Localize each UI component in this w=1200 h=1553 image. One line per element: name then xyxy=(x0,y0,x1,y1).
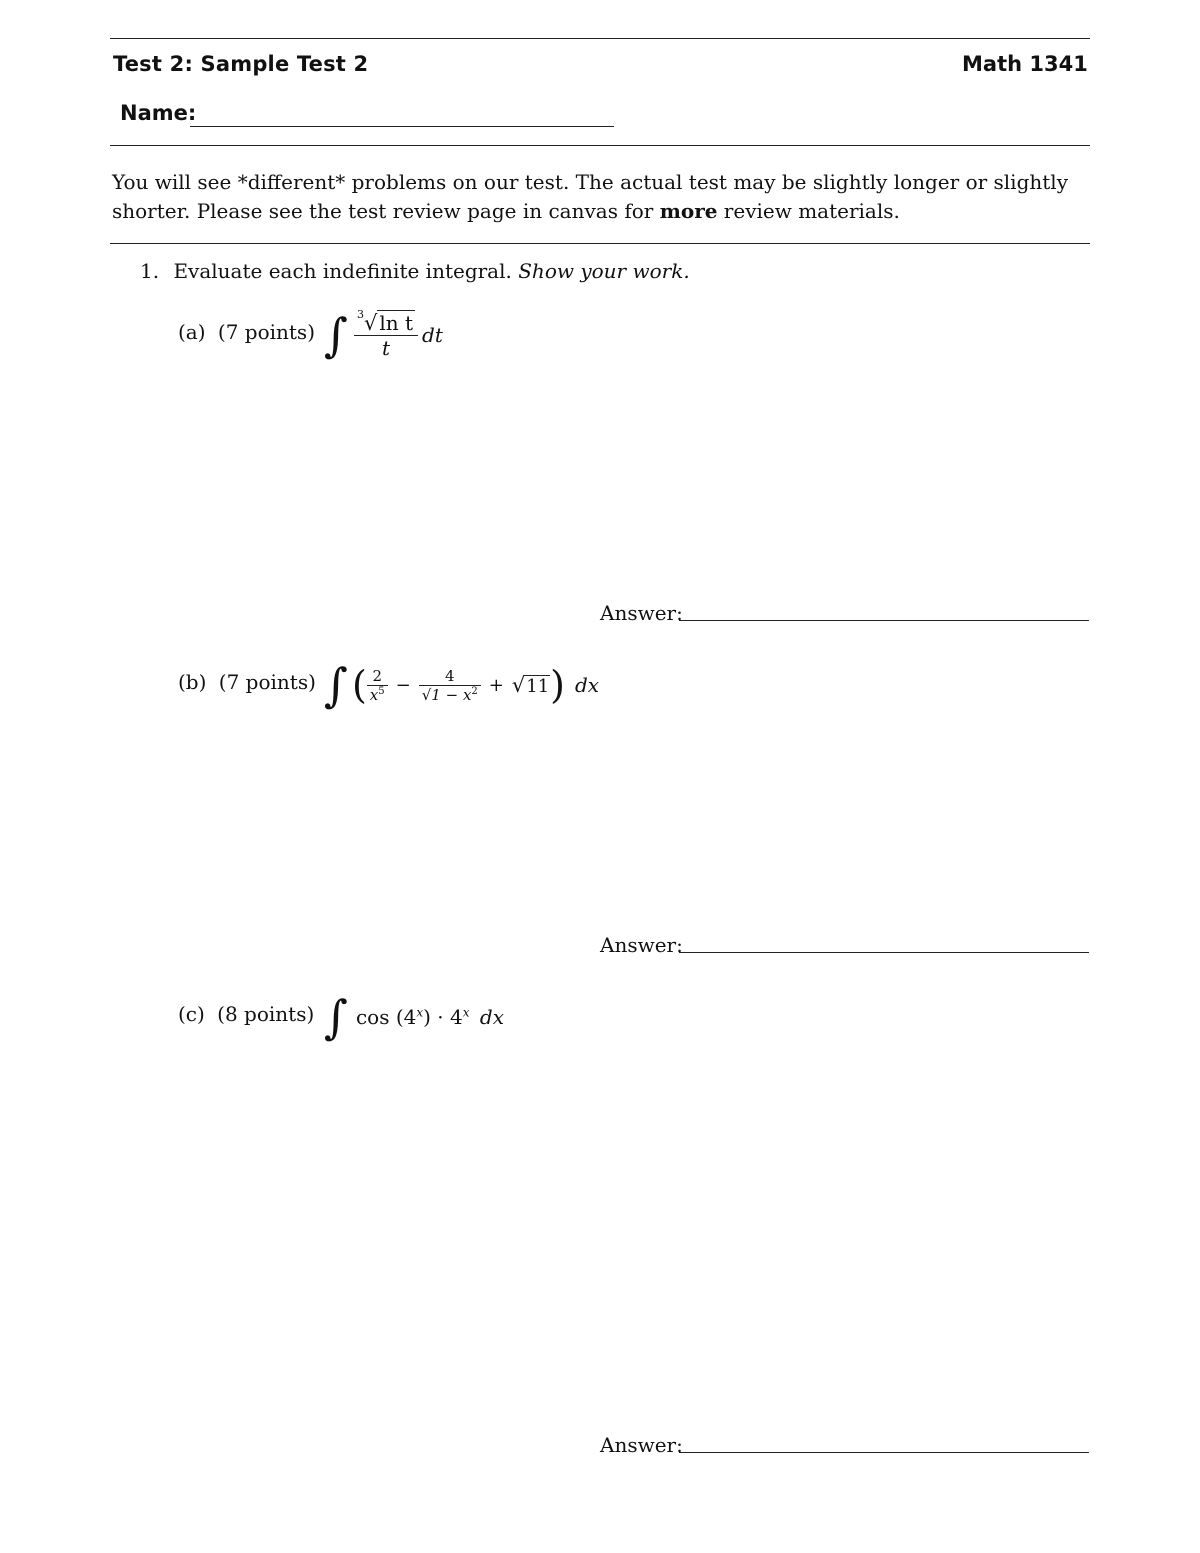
part-b-fraction-2: $\frac{4}{√1 - x^2}$ xyxy=(419,667,481,704)
differential: dx xyxy=(575,673,600,697)
answer-c-label: Answer: xyxy=(600,1433,683,1457)
question-1-prompt xyxy=(140,259,690,283)
part-a-points: (7 points) xyxy=(217,320,315,344)
sqrt-term: √11 xyxy=(511,673,550,697)
answer-b-label: Answer: xyxy=(600,933,683,957)
part-a-label: (a) xyxy=(178,320,206,344)
part-a-fraction: $\frac{^3√ \ln t}{t}$ xyxy=(354,311,418,360)
answer-b-line[interactable] xyxy=(679,952,1089,953)
part-b-fraction-1: $\frac{2}{x^5}$ xyxy=(367,667,388,704)
part-b-expression: ∫ ( $\frac{2}{x^5}$ − $\frac{4}{√1 - x^2}$ + √11 ) dx xyxy=(324,658,600,712)
fraction-denominator: t xyxy=(381,335,391,360)
left-paren-icon: ( xyxy=(351,663,367,707)
instructions xyxy=(112,168,1090,226)
answer-c-line[interactable] xyxy=(679,1452,1089,1453)
header-bottom-rule xyxy=(110,145,1090,146)
name-label: Name: xyxy=(120,101,197,125)
part-c-header xyxy=(178,1002,314,1026)
integral-sign-icon: ∫ xyxy=(324,658,348,712)
integral-sign-icon: ∫ xyxy=(324,990,348,1044)
instructions-bold-word: more xyxy=(659,199,718,223)
part-c-label: (c) xyxy=(178,1002,205,1026)
instructions-line-2: shorter. Please see the test review page in canvas for more review materials. xyxy=(112,199,900,223)
part-c-points: (8 points) xyxy=(217,1002,315,1026)
instructions-line-1: You will see *different* problems on our test. The actual test may be slightly longer or slightly xyxy=(112,170,1068,194)
top-rule xyxy=(110,38,1090,39)
part-b-label: (b) xyxy=(178,670,207,694)
instructions-bottom-rule xyxy=(110,243,1090,244)
part-b-header xyxy=(178,670,316,694)
answer-a-label: Answer: xyxy=(600,601,683,625)
part-c-expression: ∫ $\cos (4^x) \cdot 4^x$ dx xyxy=(324,990,504,1044)
differential: dt xyxy=(422,323,443,347)
question-number: 1. xyxy=(140,259,160,283)
integral-sign-icon: ∫ xyxy=(324,308,348,362)
name-blank-line[interactable] xyxy=(190,126,614,127)
test-title: Test 2: Sample Test 2 xyxy=(113,52,369,76)
course-number: Math 1341 xyxy=(962,52,1088,76)
part-b-points: (7 points) xyxy=(218,670,316,694)
question-instruction: Show your work. xyxy=(518,259,690,283)
right-paren-icon: ) xyxy=(550,663,565,707)
part-a-header xyxy=(178,320,315,344)
radicand: ln t xyxy=(379,310,414,335)
answer-a-line[interactable] xyxy=(679,620,1089,621)
question-text: Evaluate each indefinite integral. xyxy=(173,259,512,283)
part-a-expression xyxy=(324,300,443,370)
root-index: 3 xyxy=(356,307,364,321)
